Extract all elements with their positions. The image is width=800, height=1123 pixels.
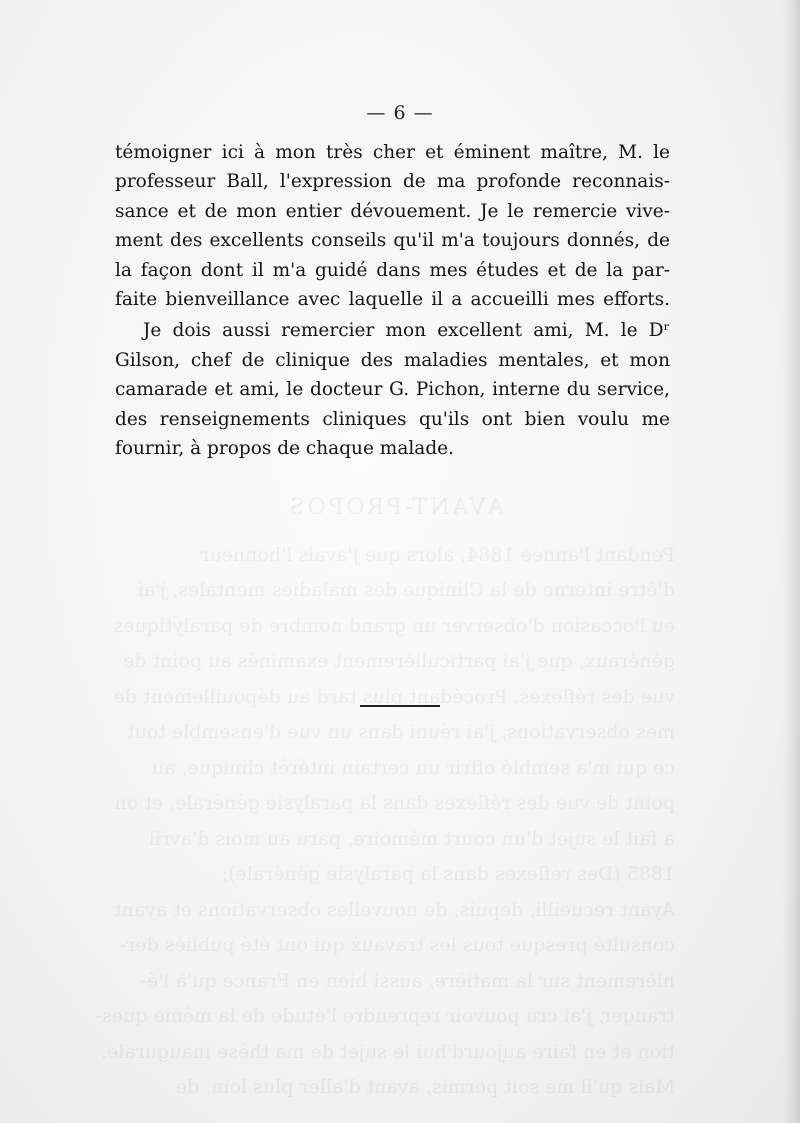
text-line: témoigner ici à mon très cher et éminent maître, M. le bbox=[115, 142, 670, 163]
bleed-line: ce qui m'a semblé offrir un certain intérêt clinique, au bbox=[151, 756, 675, 779]
text-line: camarade et ami, le docteur G. Pichon, interne du service, bbox=[115, 379, 670, 401]
bleed-line: point de vue des réflexes dans la paralysie générale, et on bbox=[114, 792, 675, 814]
text-line: Gilson, chef de clinique des maladies mentales, et mon bbox=[115, 349, 670, 371]
page-edge-shadow bbox=[782, 0, 800, 1123]
text-line: ment des excellents conseils qu'il m'a toujours donnés, de bbox=[115, 230, 670, 252]
page-number: — 6 — bbox=[366, 102, 434, 124]
text-line: professeur Ball, l'expression de ma profonde reconnais- bbox=[115, 171, 670, 193]
bleed-line: Mais qu'il me soit permis, avant d'aller plus loin, de bbox=[175, 1076, 675, 1098]
bleed-line: tion et en faire aujourd'hui le sujet de ma thèse inaugurale. bbox=[100, 1040, 675, 1063]
text-line: fournir, à propos de chaque malade. bbox=[115, 437, 454, 459]
body-text bbox=[115, 138, 670, 463]
bleed-line: d'être interne de la Clinique des maladies mentales, j'ai bbox=[137, 579, 675, 601]
text-line: Je dois aussi remercier mon excellent ami, M. le Dʳ bbox=[143, 320, 670, 342]
text-line: sance et de mon entier dévouement. Je le remercie vive- bbox=[115, 200, 670, 222]
bleed-line: a fait le sujet d'un court mémoire, paru au mois d'avril bbox=[148, 827, 675, 850]
bleed-heading: AVANT-PROPOS bbox=[286, 495, 504, 520]
bleed-line: nièrement sur la matière, aussi bien en France qu'à l'é- bbox=[140, 969, 675, 992]
bleed-line: Pendant l'année 1884, alors que j'avais l'honneur bbox=[200, 543, 675, 566]
bleed-line: vue des réflexes. Procédant plus tard au dépouillement de bbox=[113, 685, 675, 708]
paragraph-2 bbox=[115, 316, 670, 463]
text-line: des renseignements cliniques qu'ils ont bien voulu me bbox=[115, 408, 670, 430]
section-rule bbox=[360, 705, 440, 707]
bleed-line: mes observations, j'ai réuni dans un vue d'ensemble tout bbox=[126, 721, 675, 743]
bleed-line: généraux, que j'ai particulièrement examinés au point de bbox=[123, 650, 675, 672]
bleed-line: 1885 (Des réflexes dans la paralysie générale); bbox=[221, 863, 675, 885]
text-line: la façon dont il m'a guidé dans mes études et de la par- bbox=[115, 259, 670, 281]
text-line: faite bienveillance avec laquelle il a accueilli mes efforts. bbox=[115, 288, 670, 310]
bleed-line: eu l'occasion d'observer un grand nombre de paralytiques bbox=[113, 614, 675, 637]
bleed-line: tranger, j'ai cru pouvoir reprendre l'étude de la même ques- bbox=[95, 1005, 675, 1027]
bleed-line: Ayant recueilli, depuis, de nouvelles observations et ayant bbox=[113, 898, 675, 921]
bleed-line: consulté presque tous les travaux qui ont été publiés der- bbox=[119, 934, 675, 956]
bleed-through-text bbox=[95, 490, 675, 1106]
paragraph-1 bbox=[115, 138, 670, 314]
